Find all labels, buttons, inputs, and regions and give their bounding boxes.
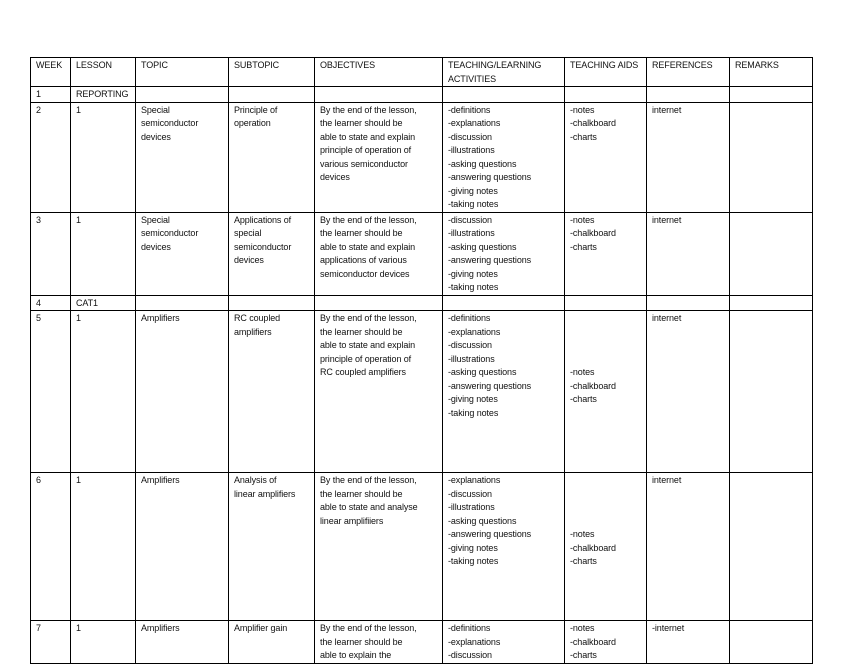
references-line: internet [652,313,682,323]
header-remarks: REMARKS [730,58,813,87]
cell-activities [443,102,565,212]
objectives-line: By the end of the lesson, [320,475,417,485]
aids-line: -charts [570,650,597,660]
subtopic-line: devices [234,255,264,265]
objectives-line: By the end of the lesson, [320,623,417,633]
objectives-line: devices [320,172,350,182]
cell-week: 6 [31,473,71,621]
topic-line: semiconductor [141,228,199,238]
subtopic-line: Amplifier gain [234,623,288,633]
activities-line: -answering questions [448,255,532,265]
activities-line: -answering questions [448,529,532,539]
references-line: internet [652,475,682,485]
aids-line: -notes [570,367,595,377]
cell-aids [565,621,647,664]
activities-line: -definitions [448,104,491,115]
aids-line: -charts [570,131,597,142]
objectives-line: the learner should be [320,228,403,238]
cell-topic [136,473,229,621]
aids-line: -notes [570,529,595,539]
subtopic-line: amplifiers [234,326,272,337]
cell-remarks [730,473,813,621]
cell-lesson: 1 [71,621,136,664]
aids-line: -notes [570,623,595,633]
objectives-line: various semiconductor [320,158,408,169]
table-row [31,621,813,664]
aids-line: -chalkboard [570,228,616,238]
cell-activities [443,87,565,103]
subtopic-line: RC coupled [234,313,281,323]
activities-line: -discussion [448,131,492,142]
aids-line: -chalkboard [570,380,616,391]
cell-aids [565,295,647,311]
cell-aids [565,212,647,295]
references-line: internet [652,104,682,115]
objectives-line: principle of operation of [320,145,412,155]
objectives-line: able to state and explain [320,340,416,350]
cell-lesson: REPORTING [71,87,136,103]
subtopic-line: Applications of [234,214,292,225]
activities-line: -explanations [448,326,501,337]
cell-subtopic [229,212,315,295]
header-aids: TEACHING AIDS [565,58,647,87]
table-row [31,102,813,212]
activities-line: -explanations [448,636,501,647]
activities-line: -taking notes [448,282,499,292]
header-subtopic: SUBTOPIC [229,58,315,87]
cell-activities [443,621,565,664]
cell-aids [565,473,647,621]
activities-line: -discussion [448,214,492,225]
cell-objectives [315,87,443,103]
objectives-line: the learner should be [320,636,403,647]
aids-line: -chalkboard [570,118,616,128]
cell-topic [136,102,229,212]
aids-line: -charts [570,394,597,404]
objectives-line: By the end of the lesson, [320,313,417,323]
cell-aids [565,311,647,473]
cell-remarks [730,311,813,473]
activities-line: -giving notes [448,542,498,553]
header-line: ACTIVITIES [448,73,497,84]
activities-line: -illustrations [448,502,495,512]
table-row [31,295,813,311]
activities-line: -taking notes [448,407,499,418]
cell-week: 4 [31,295,71,311]
cell-topic [136,87,229,103]
activities-line: -answering questions [448,172,532,182]
cell-topic [136,212,229,295]
topic-line: Amplifiers [141,623,180,633]
subtopic-line: Principle of [234,104,278,115]
cell-subtopic [229,87,315,103]
objectives-line: able to state and explain [320,131,416,142]
objectives-line: By the end of the lesson, [320,214,417,225]
table-row [31,87,813,103]
cell-week: 7 [31,621,71,664]
cell-aids [565,102,647,212]
activities-line: -giving notes [448,185,498,196]
activities-line: -illustrations [448,145,495,155]
cell-objectives [315,621,443,664]
activities-line: -taking notes [448,556,499,566]
topic-line: Special [141,104,170,115]
topic-line: Special [141,214,170,225]
objectives-line: principle of operation of [320,353,412,364]
table-row [31,473,813,621]
topic-line: devices [141,131,171,142]
cell-remarks [730,295,813,311]
references-line: -internet [652,623,685,633]
objectives-line: able to explain the [320,650,392,660]
cell-lesson: 1 [71,311,136,473]
activities-line: -giving notes [448,268,498,279]
activities-line: -asking questions [448,515,517,526]
cell-subtopic [229,473,315,621]
cell-references [647,473,730,621]
objectives-line: linear amplifiiers [320,515,384,526]
cell-references [647,212,730,295]
activities-line: -discussion [448,340,492,350]
aids-line: -notes [570,104,595,115]
subtopic-line: semiconductor [234,241,292,252]
cell-activities [443,311,565,473]
activities-line: -explanations [448,475,501,485]
header-activities [443,58,565,87]
cell-topic [136,621,229,664]
objectives-line: the learner should be [320,118,403,128]
cell-remarks [730,212,813,295]
cell-references [647,87,730,103]
objectives-line: By the end of the lesson, [320,104,417,115]
activities-line: -asking questions [448,367,517,377]
cell-remarks [730,87,813,103]
cell-week: 2 [31,102,71,212]
aids-line: -chalkboard [570,636,616,647]
cell-subtopic [229,621,315,664]
activities-line: -answering questions [448,380,532,391]
cell-references [647,102,730,212]
cell-objectives [315,311,443,473]
cell-topic [136,311,229,473]
activities-line: -asking questions [448,241,517,252]
cell-subtopic [229,295,315,311]
cell-week: 5 [31,311,71,473]
objectives-line: semiconductor devices [320,268,410,279]
subtopic-line: linear amplifiers [234,488,296,499]
activities-line: -taking notes [448,199,499,209]
cell-remarks [730,621,813,664]
objectives-line: able to state and explain [320,241,416,252]
subtopic-line: operation [234,118,271,128]
table-row [31,212,813,295]
cell-objectives [315,212,443,295]
cell-activities [443,473,565,621]
topic-line: Amplifiers [141,313,180,323]
cell-subtopic [229,311,315,473]
cell-objectives [315,295,443,311]
table-row [31,311,813,473]
header-references: REFERENCES [647,58,730,87]
topic-line: devices [141,241,171,252]
header-week: WEEK [31,58,71,87]
aids-line: -notes [570,214,595,225]
cell-references [647,295,730,311]
cell-objectives [315,473,443,621]
objectives-line: able to state and analyse [320,502,418,512]
cell-remarks [730,102,813,212]
cell-activities [443,295,565,311]
cell-activities [443,212,565,295]
objectives-line: the learner should be [320,488,403,499]
header-row [31,58,813,87]
cell-lesson: 1 [71,212,136,295]
cell-week: 3 [31,212,71,295]
objectives-line: RC coupled amplifiers [320,367,406,377]
cell-objectives [315,102,443,212]
header-topic: TOPIC [136,58,229,87]
cell-lesson: 1 [71,102,136,212]
activities-line: -illustrations [448,228,495,238]
header-lesson: LESSON [71,58,136,87]
activities-line: -discussion [448,488,492,499]
cell-subtopic [229,102,315,212]
cell-topic [136,295,229,311]
activities-line: -discussion [448,650,492,660]
topic-line: Amplifiers [141,475,180,485]
scheme-of-work-table [30,57,813,664]
activities-line: -giving notes [448,394,498,404]
header-objectives: OBJECTIVES [315,58,443,87]
cell-references [647,311,730,473]
activities-line: -illustrations [448,353,495,364]
cell-aids [565,87,647,103]
aids-line: -charts [570,556,597,566]
activities-line: -definitions [448,313,491,323]
references-line: internet [652,214,682,225]
objectives-line: the learner should be [320,326,403,337]
subtopic-line: Analysis of [234,475,277,485]
cell-lesson: CAT1 [71,295,136,311]
topic-line: semiconductor [141,118,199,128]
aids-line: -chalkboard [570,542,616,553]
activities-line: -definitions [448,623,491,633]
header-line: TEACHING/LEARNING [448,60,542,70]
activities-line: -asking questions [448,158,517,169]
cell-lesson: 1 [71,473,136,621]
activities-line: -explanations [448,118,501,128]
objectives-line: applications of various [320,255,407,265]
subtopic-line: special [234,228,262,238]
aids-line: -charts [570,241,597,252]
cell-references [647,621,730,664]
cell-week: 1 [31,87,71,103]
